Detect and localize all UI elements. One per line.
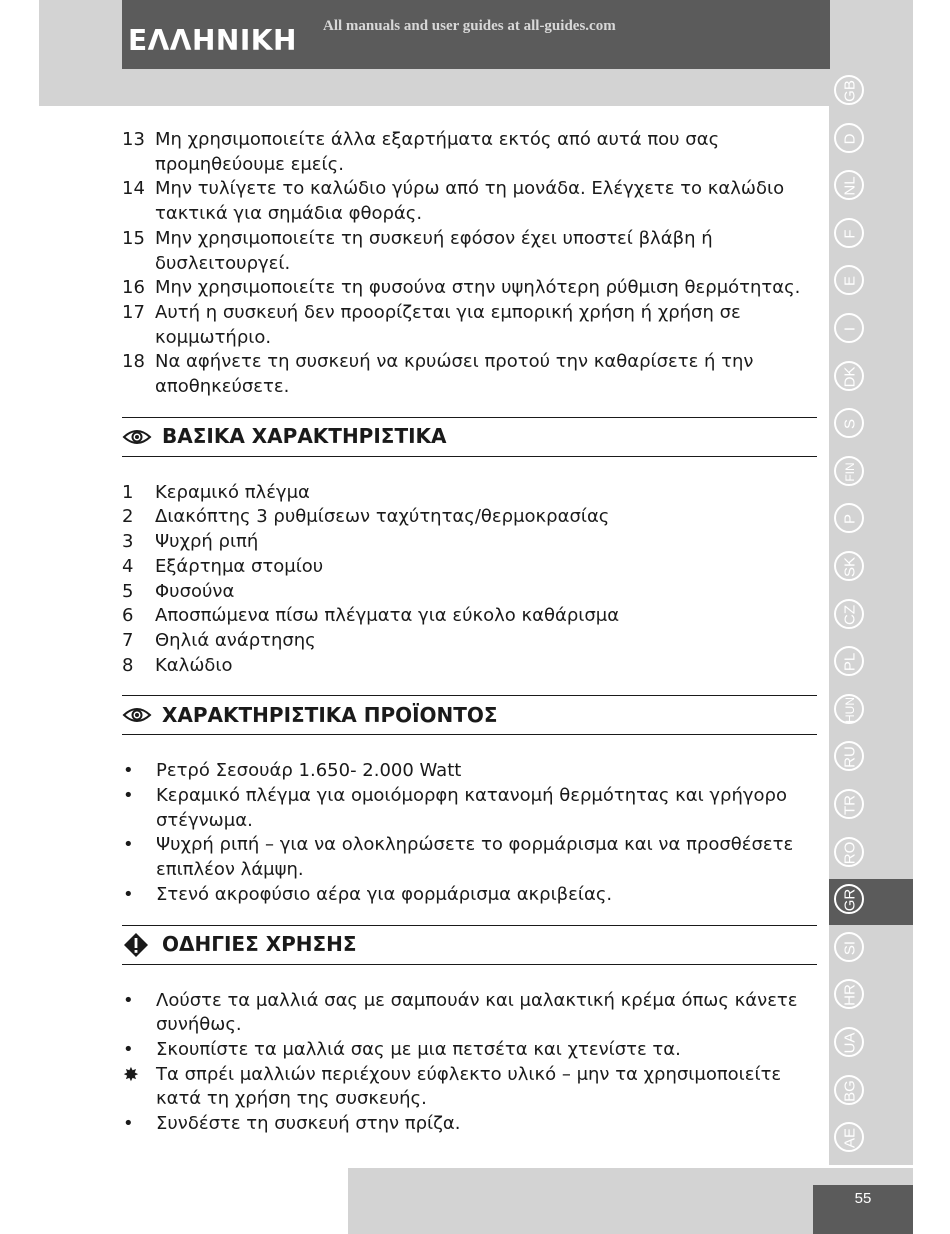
- language-tab-label: PL: [841, 653, 859, 672]
- language-tab-label: P: [841, 514, 859, 525]
- bullet: •: [123, 989, 134, 1011]
- list-item: [122, 301, 817, 350]
- product-list: [122, 759, 817, 907]
- bullet: •: [123, 760, 134, 782]
- language-tab-label: FIN: [843, 462, 857, 482]
- list-item: [122, 481, 817, 506]
- language-tab-label: I: [841, 326, 859, 332]
- bullet: •: [123, 1113, 134, 1135]
- list-item: [122, 505, 817, 530]
- item-text: Διακόπτης 3 ρυθμίσεων ταχύτητας/θερμοκρασίας: [155, 506, 610, 528]
- item-number: 14: [122, 178, 145, 200]
- item-text: Μην τυλίγετε το καλώδιο γύρω από τη μονάδα. Ελέγχετε το καλώδιο τακτικά για σημάδια φθοράς.: [155, 178, 785, 225]
- language-tab-gb[interactable]: [829, 70, 871, 116]
- product-heading: [122, 695, 817, 735]
- language-tab-label: TR: [841, 795, 859, 815]
- language-tab-ua[interactable]: [829, 1022, 871, 1068]
- watermark-text: All manuals and user guides at all-guides.com: [323, 18, 616, 34]
- list-item: [122, 580, 817, 605]
- item-text: Να αφήνετε τη συσκευή να κρυώσει προτού την καθαρίσετε ή την αποθηκεύσετε.: [155, 351, 754, 398]
- instructions-heading-text: ΟΔΗΓΙΕΣ ΧΡΗΣΗΣ: [162, 932, 357, 957]
- item-text: Ψυχρή ριπή: [155, 531, 259, 553]
- language-tab-label: RU: [841, 746, 859, 769]
- language-tab-hun[interactable]: [829, 689, 871, 735]
- list-item: [122, 350, 817, 399]
- language-tab-label: SI: [841, 940, 859, 955]
- item-number: 3: [122, 531, 134, 553]
- item-number: 5: [122, 580, 134, 602]
- language-tab-label: NL: [841, 176, 859, 196]
- language-tab-e[interactable]: [829, 260, 871, 306]
- item-text: Μην χρησιμοποιείτε τη φυσούνα στην υψηλότερη ρύθμιση θερμότητας.: [155, 277, 801, 299]
- item-text: Αυτή η συσκευή δεν προορίζεται για εμπορική χρήση ή χρήση σε κομμωτήριο.: [155, 301, 741, 348]
- language-tab-hr[interactable]: [829, 974, 871, 1020]
- list-item: [122, 654, 817, 679]
- list-item: [122, 128, 817, 177]
- item-number: 17: [122, 301, 145, 323]
- language-tab-label: HR: [841, 984, 859, 1007]
- item-text: Αποσπώμενα πίσω πλέγματα για εύκολο καθάρισμα: [155, 605, 620, 627]
- list-item: [122, 1112, 817, 1137]
- item-text: Κεραμικό πλέγμα: [155, 481, 310, 503]
- instructions-list: [122, 989, 817, 1137]
- bullet: •: [123, 785, 134, 807]
- language-tab-sk[interactable]: [829, 546, 871, 592]
- language-tab-label: F: [841, 229, 859, 239]
- language-tab-p[interactable]: [829, 498, 871, 544]
- language-tab-si[interactable]: [829, 927, 871, 973]
- bullet: •: [123, 1038, 134, 1060]
- features-heading-text: ΒΑΣΙΚΑ ΧΑΡΑΚΤΗΡΙΣΤΙΚΑ: [162, 424, 447, 449]
- list-item: [122, 604, 817, 629]
- list-item: [122, 227, 817, 276]
- item-text: Κεραμικό πλέγμα για ομοιόμορφη κατανομή θερμότητας και γρήγορο στέγνωμα.: [156, 785, 787, 831]
- item-number: 8: [122, 654, 134, 676]
- language-tab-label: HUN: [843, 696, 857, 723]
- language-tab-f[interactable]: [829, 213, 871, 259]
- list-item: [122, 1063, 817, 1112]
- language-tab-gr[interactable]: [829, 879, 913, 925]
- language-tab-label: CZ: [841, 604, 859, 625]
- eye-icon: [122, 428, 152, 446]
- item-number: 16: [122, 277, 145, 299]
- language-tab-ro[interactable]: [829, 832, 871, 878]
- item-number: 15: [122, 227, 145, 249]
- item-text: Μη χρησιμοποιείτε άλλα εξαρτήματα εκτός από αυτά που σας προμηθεύουμε εμείς.: [155, 129, 720, 175]
- warning-diamond-icon: [122, 932, 152, 958]
- list-item: [122, 784, 817, 833]
- item-text: Λούστε τα μαλλιά σας με σαμπουάν και μαλακτική κρέμα όπως κάνετε συνήθως.: [156, 989, 798, 1036]
- item-number: 18: [122, 351, 145, 373]
- list-item: [122, 530, 817, 555]
- page-number: 55: [854, 1190, 872, 1207]
- language-tab-label: SK: [841, 556, 859, 578]
- item-text: Στενό ακροφύσιο αέρα για φορμάρισμα ακριβείας.: [156, 883, 613, 905]
- language-tab-ru[interactable]: [829, 736, 871, 782]
- item-text: Τα σπρέι μαλλιών περιέχουν εύφλεκτο υλικό – μην τα χρησιμοποιείτε κατά τη χρήση της συσκευής.: [156, 1063, 782, 1110]
- language-tab-bg[interactable]: [829, 1070, 871, 1116]
- eye-icon: [122, 706, 152, 724]
- language-tab-label: AE: [841, 1128, 859, 1149]
- language-tab-i[interactable]: [829, 308, 871, 354]
- item-text: Εξάρτημα στομίου: [155, 555, 324, 577]
- language-tab-nl[interactable]: [829, 165, 871, 211]
- list-item: [122, 833, 817, 882]
- instructions-heading: [122, 925, 817, 965]
- language-tab-label: DK: [841, 366, 859, 388]
- item-text: Φυσούνα: [155, 580, 235, 602]
- item-number: 6: [122, 605, 134, 627]
- language-tab-d[interactable]: [829, 118, 871, 164]
- language-tab-pl[interactable]: [829, 641, 871, 687]
- features-list: [122, 481, 817, 679]
- language-tab-label: GR: [841, 888, 859, 912]
- language-tab-fin[interactable]: [829, 451, 871, 497]
- features-heading: [122, 417, 817, 457]
- list-item: [122, 276, 817, 301]
- language-tab-label: S: [841, 419, 859, 430]
- language-tab-label: RO: [841, 841, 859, 864]
- language-tab-label: D: [841, 133, 859, 145]
- language-tab-cz[interactable]: [829, 594, 871, 640]
- burst-icon: ✸: [123, 1063, 139, 1086]
- language-tab-s[interactable]: [829, 403, 871, 449]
- page-title: ΕΛΛΗΝΙΚΗ: [128, 24, 297, 57]
- bullet: •: [123, 883, 134, 905]
- item-text: Σκουπίστε τα μαλλιά σας με μια πετσέτα και χτενίστε τα.: [156, 1038, 681, 1060]
- item-text: Καλώδιο: [155, 654, 233, 676]
- language-tab-label: E: [841, 276, 859, 287]
- list-item: [122, 883, 817, 908]
- main-content: [122, 128, 817, 1137]
- list-item: [122, 1038, 817, 1063]
- item-text: Μην χρησιμοποιείτε τη συσκευή εφόσον έχει υποστεί βλάβη ή δυσλειτουργεί.: [155, 227, 713, 274]
- item-text: Συνδέστε τη συσκευή στην πρίζα.: [156, 1113, 461, 1135]
- language-tab-label: BG: [841, 1079, 859, 1102]
- item-number: 4: [122, 555, 134, 577]
- item-number: 7: [122, 629, 134, 651]
- item-text: Ρετρό Σεσουάρ 1.650- 2.000 Watt: [156, 760, 462, 782]
- product-heading-text: ΧΑΡΑΚΤΗΡΙΣΤΙΚΑ ΠΡΟΪΟΝΤΟΣ: [162, 703, 498, 727]
- language-tab-label: GB: [841, 80, 859, 102]
- item-number: 2: [122, 506, 134, 528]
- list-item: [122, 989, 817, 1038]
- language-tab-label: UA: [841, 1032, 859, 1054]
- language-tab-ae[interactable]: [829, 1117, 871, 1163]
- item-number: 1: [122, 481, 134, 503]
- item-number: 13: [122, 129, 145, 150]
- list-item: [122, 759, 817, 784]
- bullet: •: [123, 834, 134, 856]
- list-item: [122, 629, 817, 654]
- page-number-box: [813, 1185, 913, 1234]
- language-tab-tr[interactable]: [829, 784, 871, 830]
- item-text: Θηλιά ανάρτησης: [155, 629, 316, 651]
- list-item: [122, 555, 817, 580]
- item-text: Ψυχρή ριπή – για να ολοκληρώσετε το φορμάρισμα και να προσθέσετε επιπλέον λάμψη.: [156, 834, 794, 881]
- language-tab-dk[interactable]: [829, 356, 871, 402]
- safety-list: [122, 128, 817, 400]
- list-item: [122, 177, 817, 226]
